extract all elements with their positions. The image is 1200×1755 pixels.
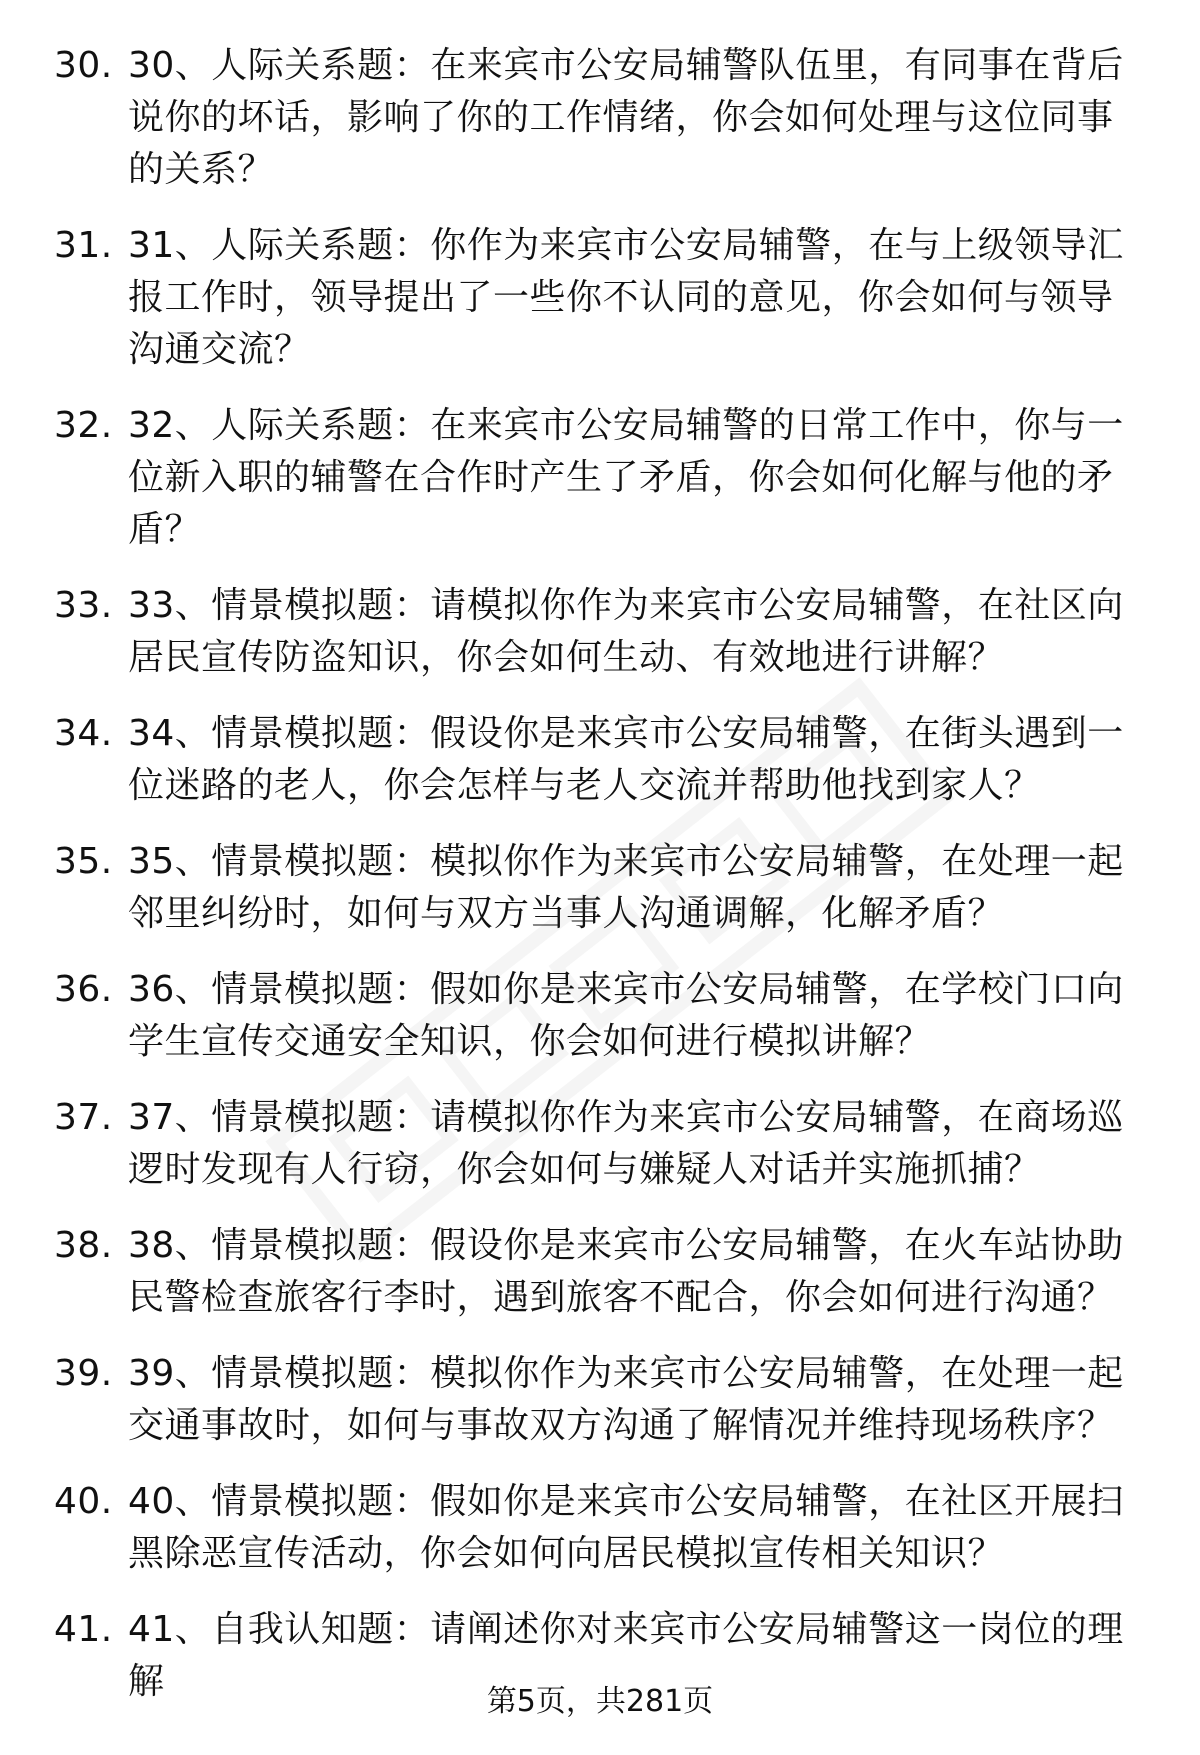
question-number: 37. — [54, 1097, 113, 1138]
question-number: 35. — [54, 841, 113, 882]
question-text: 30、人际关系题：在来宾市公安局辅警队伍里，有同事在背后说你的坏话，影响了你的工作情绪，你会如何处理与这位同事的关系？ — [128, 45, 1124, 190]
question-item — [0, 220, 1200, 376]
question-item — [0, 836, 1200, 940]
question-item — [0, 400, 1200, 556]
question-text: 37、情景模拟题：请模拟你作为来宾市公安局辅警，在商场巡逻时发现有人行窃，你会如何与嫌疑人对话并实施抓捕？ — [128, 1097, 1124, 1190]
question-item — [0, 40, 1200, 196]
question-item — [0, 580, 1200, 684]
question-number: 39. — [54, 1353, 113, 1394]
question-text: 31、人际关系题：你作为来宾市公安局辅警，在与上级领导汇报工作时，领导提出了一些你不认同的意见，你会如何与领导沟通交流？ — [128, 225, 1124, 370]
question-number: 40. — [54, 1481, 113, 1522]
question-text: 33、情景模拟题：请模拟你作为来宾市公安局辅警，在社区向居民宣传防盗知识，你会如何生动、有效地进行讲解？ — [128, 585, 1124, 678]
question-number: 33. — [54, 585, 113, 626]
page-footer: 第5页，共281页 — [486, 1684, 714, 1719]
question-text: 35、情景模拟题：模拟你作为来宾市公安局辅警，在处理一起邻里纠纷时，如何与双方当事人沟通调解，化解矛盾？ — [128, 841, 1124, 934]
question-item — [0, 1092, 1200, 1196]
question-text: 41、自我认知题：请阐述你对来宾市公安局辅警这一岗位的理解 — [128, 1609, 1124, 1702]
question-number: 36. — [54, 969, 113, 1010]
question-number: 31. — [54, 225, 113, 266]
question-text: 38、情景模拟题：假设你是来宾市公安局辅警，在火车站协助民警检查旅客行李时，遇到旅客不配合，你会如何进行沟通？ — [128, 1225, 1124, 1318]
question-text: 36、情景模拟题：假如你是来宾市公安局辅警，在学校门口向学生宣传交通安全知识，你会如何进行模拟讲解？ — [128, 969, 1124, 1062]
question-number: 30. — [54, 45, 113, 86]
question-number: 32. — [54, 405, 113, 446]
question-item — [0, 1476, 1200, 1580]
question-item — [0, 1220, 1200, 1324]
question-number: 38. — [54, 1225, 113, 1266]
question-item — [0, 964, 1200, 1068]
question-item — [0, 1348, 1200, 1452]
question-text: 32、人际关系题：在来宾市公安局辅警的日常工作中，你与一位新入职的辅警在合作时产生了矛盾，你会如何化解与他的矛盾？ — [128, 405, 1124, 550]
question-number: 41. — [54, 1609, 113, 1650]
question-text: 40、情景模拟题：假如你是来宾市公安局辅警，在社区开展扫黑除恶宣传活动，你会如何向居民模拟宣传相关知识？ — [128, 1481, 1124, 1574]
question-number: 34. — [54, 713, 113, 754]
question-item — [0, 708, 1200, 812]
question-list — [0, 40, 1200, 1732]
question-text: 34、情景模拟题：假设你是来宾市公安局辅警，在街头遇到一位迷路的老人，你会怎样与老人交流并帮助他找到家人？ — [128, 713, 1124, 806]
question-text: 39、情景模拟题：模拟你作为来宾市公安局辅警，在处理一起交通事故时，如何与事故双方沟通了解情况并维持现场秩序？ — [128, 1353, 1124, 1446]
